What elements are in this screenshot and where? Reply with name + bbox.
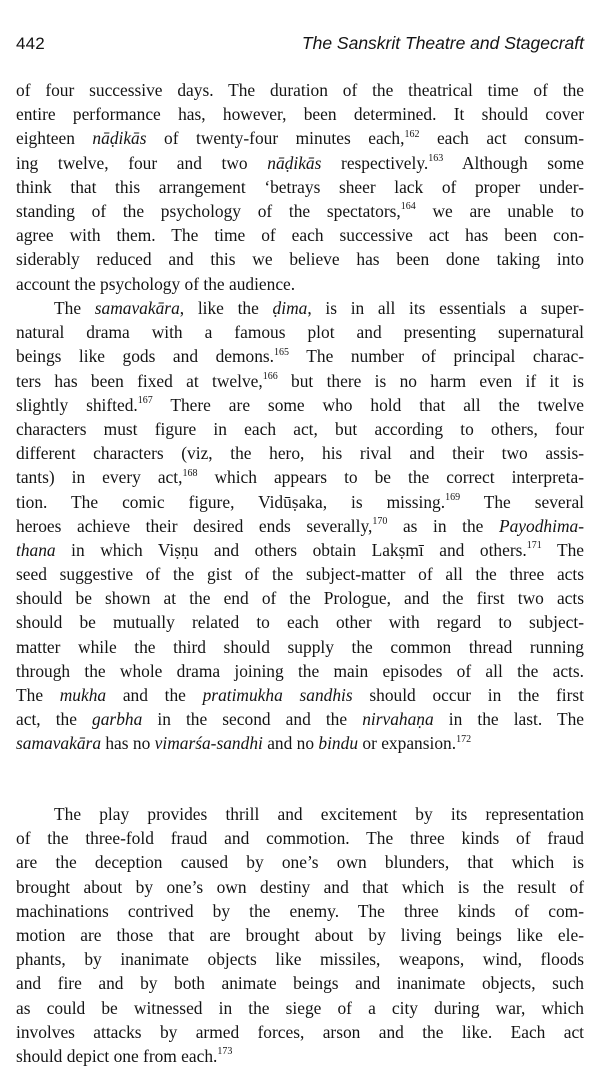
text-run: The	[16, 685, 60, 705]
italic-term: samavakāra	[16, 733, 102, 754]
text-run: motion are those that are brought about by living beings like ele-	[16, 924, 584, 945]
text-run: phants, by inanimate objects like missiles, weapons, wind, floods	[16, 949, 584, 970]
text-run: involves attacks by armed forces, arson and the like. Each act	[16, 1021, 584, 1042]
text-run: The number of principal charac-	[289, 346, 584, 367]
text-run: ing twelve, four and two	[16, 152, 268, 173]
text-run: or expansion.	[358, 733, 457, 754]
text-run: eighteen	[16, 128, 93, 149]
text-run: of four successive days. The duration of the theatrical time of the	[16, 80, 584, 100]
text-run: should depict one from each.	[16, 1045, 218, 1066]
text-run: has no	[101, 733, 155, 754]
text-run: in which Viṣṇu and others obtain Lakṣmī and others.	[55, 539, 527, 560]
italic-term: nāḍikās	[92, 128, 147, 149]
text-line	[16, 1020, 584, 1044]
text-run: should be mutually related to each other with regard to subject-	[16, 612, 584, 633]
text-line	[16, 78, 584, 102]
text-run: of twenty-four minutes each,	[146, 128, 405, 149]
text-line	[16, 635, 584, 659]
text-run: ters has been fixed at twelve,	[16, 370, 263, 391]
footnote-ref: 166	[262, 370, 278, 382]
italic-term: mukha	[59, 685, 107, 705]
text-line	[16, 296, 584, 320]
text-line	[16, 562, 584, 586]
footnote-ref: 173	[217, 1046, 233, 1058]
text-run: we are unable to	[415, 200, 584, 221]
text-line	[16, 465, 584, 489]
text-line	[16, 947, 584, 971]
text-line	[16, 971, 584, 995]
text-line	[16, 514, 584, 538]
text-line	[16, 199, 584, 223]
italic-term: pratimukha sandhis	[202, 685, 353, 705]
text-line	[16, 731, 584, 755]
paragraph-1	[16, 78, 584, 296]
text-line	[16, 247, 584, 271]
text-line	[16, 126, 584, 150]
text-line	[16, 344, 584, 368]
text-run: agree with them. The time of each successive act has been con-	[16, 225, 584, 246]
text-run: in the last. The	[433, 709, 584, 730]
text-run: Although some	[443, 152, 584, 173]
text-run: characters must figure in each act, but according to others, four	[16, 418, 584, 439]
text-line	[16, 490, 584, 514]
text-line	[16, 151, 584, 175]
text-run: The	[54, 298, 95, 318]
text-run: There are some who hold that all the twelve	[152, 394, 584, 415]
text-line	[16, 996, 584, 1020]
text-run: natural drama with a famous plot and presenting supernatural	[16, 322, 584, 343]
text-run: , is in all its essentials a super-	[307, 298, 585, 318]
text-run: machinations contrived by the enemy. The three kinds of com-	[16, 900, 584, 921]
text-run: siderably reduced and this we believe has been done taking into	[16, 249, 584, 270]
text-run: in the second and the	[142, 709, 363, 730]
text-line	[16, 610, 584, 634]
text-line	[16, 417, 584, 441]
text-run: and fire and by both animate beings and inanimate objects, such	[16, 973, 584, 994]
footnote-ref: 172	[456, 733, 472, 745]
footnote-ref: 163	[428, 152, 444, 164]
italic-term: vimarśa-sandhi	[154, 733, 263, 754]
italic-term: samavakāra	[94, 298, 180, 318]
text-run: beings like gods and demons.	[16, 346, 275, 367]
text-line	[16, 175, 584, 199]
text-run: as could be witnessed in the siege of a city during war, which	[16, 997, 584, 1018]
text-line	[16, 1044, 584, 1068]
text-run: and no	[262, 733, 319, 754]
text-run: act, the	[16, 709, 93, 730]
text-line	[16, 586, 584, 610]
text-run: tion. The comic figure, Vidūṣaka, is missing.	[16, 491, 446, 512]
text-line	[16, 272, 584, 296]
text-line	[16, 826, 584, 850]
text-run: tants) in every act,	[16, 467, 183, 488]
page-number: 442	[16, 34, 45, 53]
text-run: and the	[106, 685, 203, 705]
text-line	[16, 683, 584, 707]
text-line	[16, 223, 584, 247]
text-line	[16, 875, 584, 899]
footnote-ref: 169	[445, 491, 461, 503]
text-run: think that this arrangement ‘betrays sheer lack of proper under-	[16, 176, 584, 197]
text-run: which appears to be the correct interpreta-	[197, 467, 584, 488]
text-run: seed suggestive of the gist of the subject-matter of all the three acts	[16, 564, 584, 585]
text-run: account the psychology of the audience.	[16, 273, 296, 294]
text-run: through the whole drama joining the main episodes of all the acts.	[16, 660, 584, 681]
text-line	[16, 899, 584, 923]
text-line	[16, 707, 584, 731]
text-run: but there is no harm even if it is	[277, 370, 585, 391]
text-line	[16, 369, 584, 393]
italic-term: nirvahaṇa	[362, 709, 434, 730]
text-run: brought about by one’s own destiny and that which is the result of	[16, 876, 584, 897]
text-run: different characters (viz, the hero, his rival and their two assis-	[16, 443, 584, 464]
text-line	[16, 538, 584, 562]
text-run: respectively.	[321, 152, 429, 173]
text-line	[16, 393, 584, 417]
text-run: The play provides thrill and excitement by its representation	[54, 804, 584, 824]
running-title: The Sanskrit Theatre and Stagecraft	[301, 33, 584, 53]
text-line	[16, 441, 584, 465]
text-line	[16, 850, 584, 874]
text-run: standing of the psychology of the spectators,	[16, 200, 401, 221]
text-run: of the three-fold fraud and commotion. The three kinds of fraud	[16, 828, 584, 849]
text-run: slightly shifted.	[16, 394, 138, 415]
italic-term: bindu	[318, 733, 359, 754]
italic-term: Payodhima-	[498, 515, 584, 536]
text-run: as in the	[387, 515, 499, 536]
footnote-ref: 170	[372, 515, 388, 527]
italic-term: garbha	[92, 709, 143, 730]
page-header	[16, 33, 584, 63]
text-run: , like the	[179, 298, 273, 318]
footnote-ref: 162	[404, 128, 420, 140]
text-run: heroes achieve their desired ends severally,	[16, 515, 373, 536]
text-line	[16, 102, 584, 126]
footnote-ref: 171	[526, 540, 542, 552]
text-line	[16, 659, 584, 683]
text-run: The several	[460, 491, 584, 512]
footnote-ref: 167	[137, 394, 153, 406]
italic-term: nāḍikās	[267, 152, 322, 173]
text-line	[16, 802, 584, 826]
text-run: each act consum-	[419, 128, 584, 149]
paragraph-2	[16, 296, 584, 756]
text-line	[16, 320, 584, 344]
text-run: should occur in the first	[352, 685, 584, 705]
footnote-ref: 168	[182, 467, 198, 479]
text-run: entire performance has, however, been determined. It should cover	[16, 104, 584, 125]
footnote-ref: 165	[274, 346, 290, 358]
text-run: are the deception caused by one’s own blunders, that which is	[16, 852, 584, 873]
text-run: matter while the third should supply the common thread running	[16, 636, 584, 657]
text-line	[16, 923, 584, 947]
text-run: should be shown at the end of the Prologue, and the first two acts	[16, 588, 584, 609]
text-run: The	[541, 539, 584, 560]
paragraph-3	[16, 802, 584, 1068]
footnote-ref: 164	[400, 201, 416, 213]
italic-term: ḍima	[272, 298, 308, 318]
italic-term: thana	[16, 539, 56, 560]
